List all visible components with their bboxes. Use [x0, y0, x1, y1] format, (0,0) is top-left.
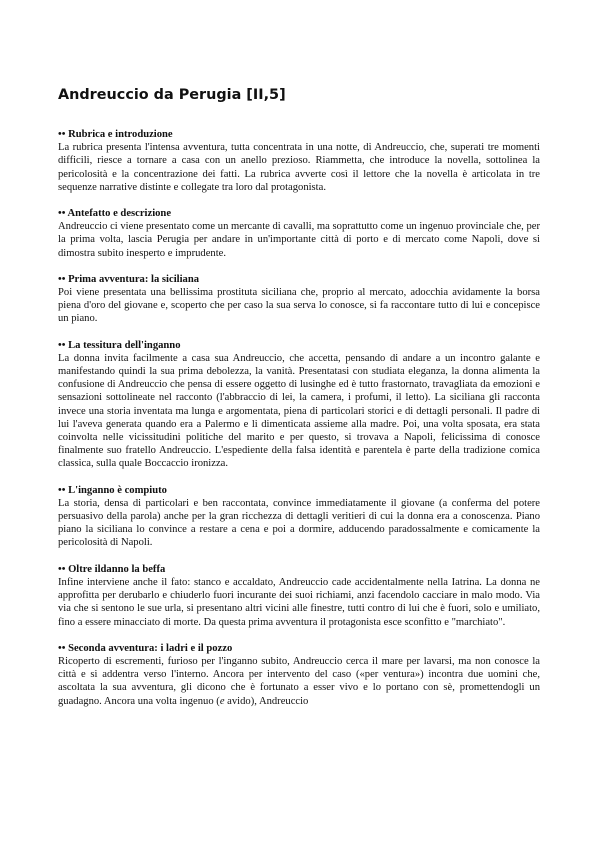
section-heading: •• Antefatto e descrizione	[58, 208, 172, 220]
section-text	[58, 655, 540, 708]
section-tessitura	[58, 339, 540, 471]
text-after: avido), Andreuccio	[224, 695, 309, 707]
section-text: Poi viene presentata una bellissima prostituta siciliana che, proprio al mercato, adocchia avidamente la borsa piena d'oro del giovane e, scoperto che per caso la sua serva lo conosce, si fa raccontare tutto di lui e concepisce un piano.	[58, 287, 540, 325]
section-text: La rubrica presenta l'intensa avventura, tutta concentrata in una notte, di Andreuccio, che, superati tre momenti difficili, riesce a tornare a casa con un anello prezioso. Riammetta, che introduce la novella, sottolinea la pericolosità e la concentrazione dei fatti. La rubrica avverte così il lettore che la novella è articolata in tre sequenze narrative distinte e collegate tra loro dal protagonista.	[58, 142, 540, 193]
section-beffa	[58, 563, 540, 629]
section-heading: •• Prima avventura: la siciliana	[58, 273, 200, 285]
section-heading: •• Oltre ildanno la beffa	[58, 563, 166, 575]
section-heading: •• L'inganno è compiuto	[58, 484, 167, 496]
section-text: La donna invita facilmente a casa sua Andreuccio, che accetta, pensando di andare a un incontro galante e manifestando quindi la sua prima debolezza, la vanità. Presentatasi con studiata eleganza, la donna alimenta la confusione di Andreuccio che pensa di essere oggetto di lusinghe ed è tutto frastornato, travagliata da emozioni e sensazioni sottolineate nel racconto (l'abbraccio di lei, la camera, i profumi, il letto). La siciliana gli racconta invece una storia inventata ma lunga e argomentata, piena di particolari storici e di dettagli personali. Il padre di lui l'aveva generata quando era a Palermo e li dimenticata assieme alla madre. Poi, una volta sposata, era stata coinvolta nelle vicissitudini politiche del marito e per questo, si trovava a Napoli, felicissima di conosce finalmente suo fratello Andreuccio. L'espediente della falsa identità e parentela è parte della tradizione comica classica, sulla quale Boccaccio ironizza.	[58, 352, 540, 470]
italic-text: e	[219, 695, 225, 707]
section-prima-avventura	[58, 273, 540, 326]
section-heading: •• La tessitura dell'inganno	[58, 339, 181, 351]
section-text: La storia, densa di particolari e ben raccontata, convince immediatamente il giovane (a conferma del potere persuasivo della parola) anche per la gran ricchezza di dettagli veritieri di cui la donna era a conoscenza. Piano piano la siciliana lo convince a restare a cena e poi a dormire, adducendo paradossalmente e comicamente la pericolosità di Napoli.	[58, 497, 540, 549]
section-heading: •• Seconda avventura: i ladri e il pozzo	[58, 642, 233, 654]
document-page	[58, 86, 540, 721]
section-inganno-compiuto	[58, 484, 540, 550]
section-text: Andreuccio ci viene presentato come un mercante di cavalli, ma soprattutto come un ingenuo provinciale che, per la prima volta, lascia Perugia per andare in un'importante città di porto e di mercato come Napoli, dove si dimostra subito inesperto e imprudente.	[58, 221, 540, 259]
page-title: Andreuccio da Perugia [II,5]	[58, 87, 286, 103]
section-seconda-avventura	[58, 642, 540, 708]
section-rubrica	[58, 128, 540, 194]
section-antefatto	[58, 207, 540, 260]
text-before: Ricoperto di escrementi, furioso per l'inganno subito, Andreuccio cerca il mare per lavarsi, ma non conosce la città e si addentra verso l'interno. Ancora per intervento del caso («per ventura») incontra due uomini che, ascoltata la sua avventura, gli dicono che è fortunato a esser vivo e lo portano con sè, promettendogli un guadagno. Ancora una volta ingenuo (	[58, 655, 540, 707]
section-heading: •• Rubrica e introduzione	[58, 129, 173, 140]
section-text: Infine interviene anche il fato: stanco e accaldato, Andreuccio cade accidentalmente nella Iatrina. La donna ne approfitta per derubarlo e chiuderlo fuori incurante dei suoi richiami, anzi facendolo cacciare in malo modo. Via via che si sentono le sue urla, si presentano altri vicini alle finestre, tutti contro di lui che è fuori, solo e umiliato, fino a essere minacciato di morte. Da questa prima avventura il protagonista esce sconfitto e "marchiato".	[58, 576, 540, 628]
